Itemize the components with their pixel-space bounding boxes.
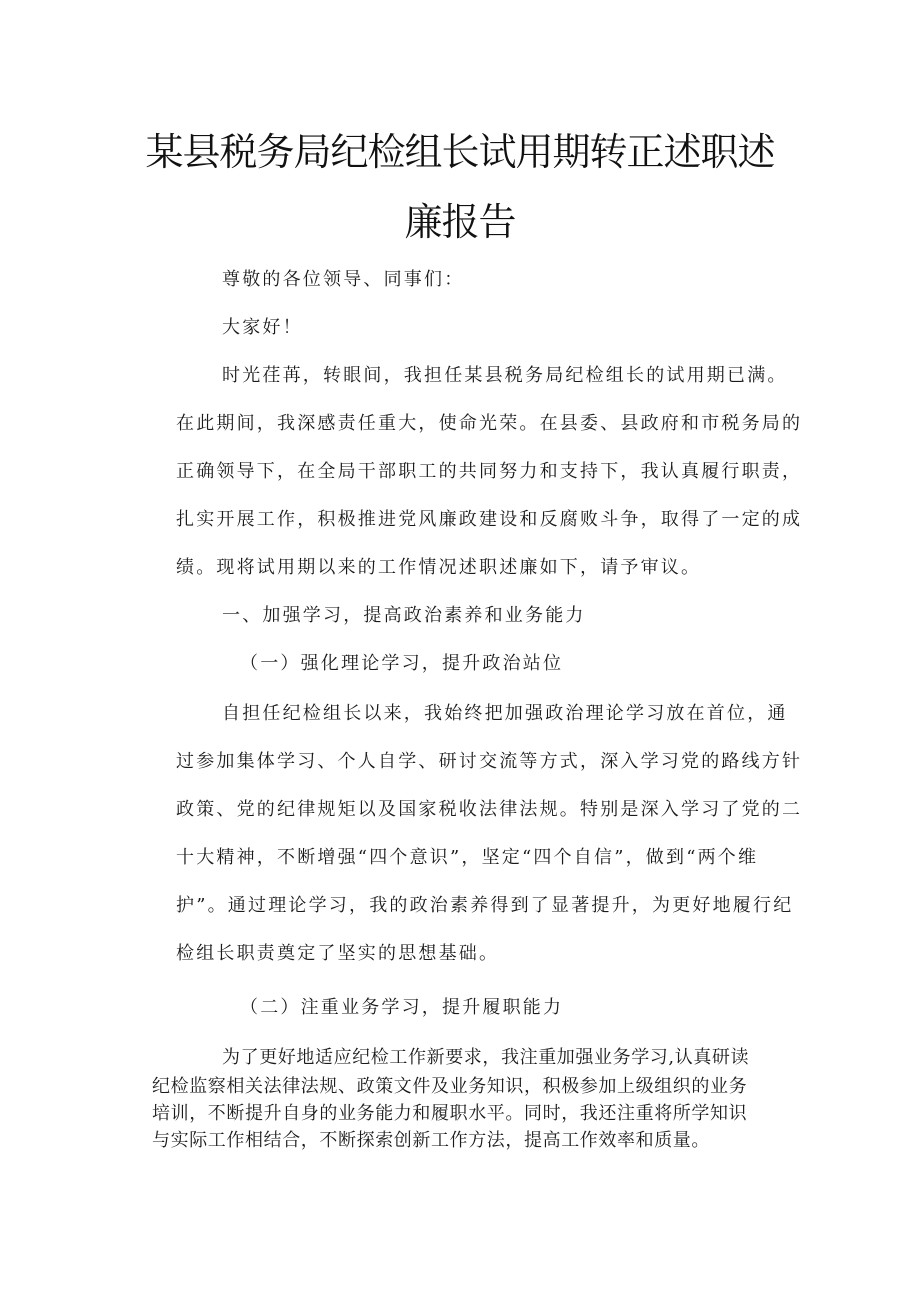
paragraph-2-line-1: 自担任纪检组长以来，我始终把加强政治理论学习放在首位，通: [222, 703, 788, 724]
paragraph-2-line-5: 护”。通过理论学习，我的政治素养得到了显著提升，为更好地履行纪: [176, 895, 794, 916]
paragraph-1-line-4: 扎实开展工作，积极推进党风廉政建设和反腐败斗争，取得了一定的成: [176, 509, 803, 530]
paragraph-2-line-3: 政策、党的纪律规矩以及国家税收法律法规。特别是深入学习了党的二: [176, 799, 803, 820]
paragraph-2-line-6: 检组长职责奠定了坚实的思想基础。: [176, 943, 500, 964]
greeting: 大家好！: [222, 317, 303, 338]
salutation: 尊敬的各位领导、同事们：: [222, 269, 465, 290]
paragraph-1-line-5: 绩。现将试用期以来的工作情况述职述廉如下，请予审议。: [176, 557, 702, 578]
paragraph-2-line-2: 过参加集体学习、个人自学、研讨交流等方式，深入学习党的路线方针: [176, 751, 803, 772]
paragraph-1-line-2: 在此期间，我深感责任重大，使命光荣。在县委、县政府和市税务局的: [176, 413, 803, 434]
document-title-line-2: 廉报告: [404, 200, 516, 244]
subsection-2-heading: （二）注重业务学习，提升履职能力: [240, 997, 564, 1018]
subsection-1-heading: （一）强化理论学习，提升政治站位: [240, 653, 564, 674]
document-title-line-1: 某县税务局纪检组长试用期转正述职述: [145, 130, 775, 174]
paragraph-3-line-2: 纪检监察相关法律法规、政策文件及业务知识，积极参加上级组织的业务: [152, 1076, 748, 1097]
section-1-heading: 一、加强学习，提高政治素养和业务能力: [222, 605, 586, 626]
paragraph-2-line-4: 十大精神，不断增强“四个意识”，坚定“四个自信”，做到“两个维: [176, 847, 759, 868]
paragraph-1-line-1: 时光荏苒，转眼间，我担任某县税务局纪检组长的试用期已满。: [222, 365, 788, 386]
paragraph-3-line-4: 与实际工作相结合，不断探索创新工作方法，提高工作效率和质量。: [152, 1130, 710, 1151]
paragraph-3-line-1: 为了更好地适应纪检工作新要求，我注重加强业务学习,认真研读: [222, 1047, 750, 1068]
paragraph-3-line-3: 培训，不断提升自身的业务能力和履职水平。同时，我还注重将所学知识: [152, 1103, 748, 1124]
paragraph-1-line-3: 正确领导下，在全局干部职工的共同努力和支持下，我认真履行职责，: [176, 461, 803, 482]
